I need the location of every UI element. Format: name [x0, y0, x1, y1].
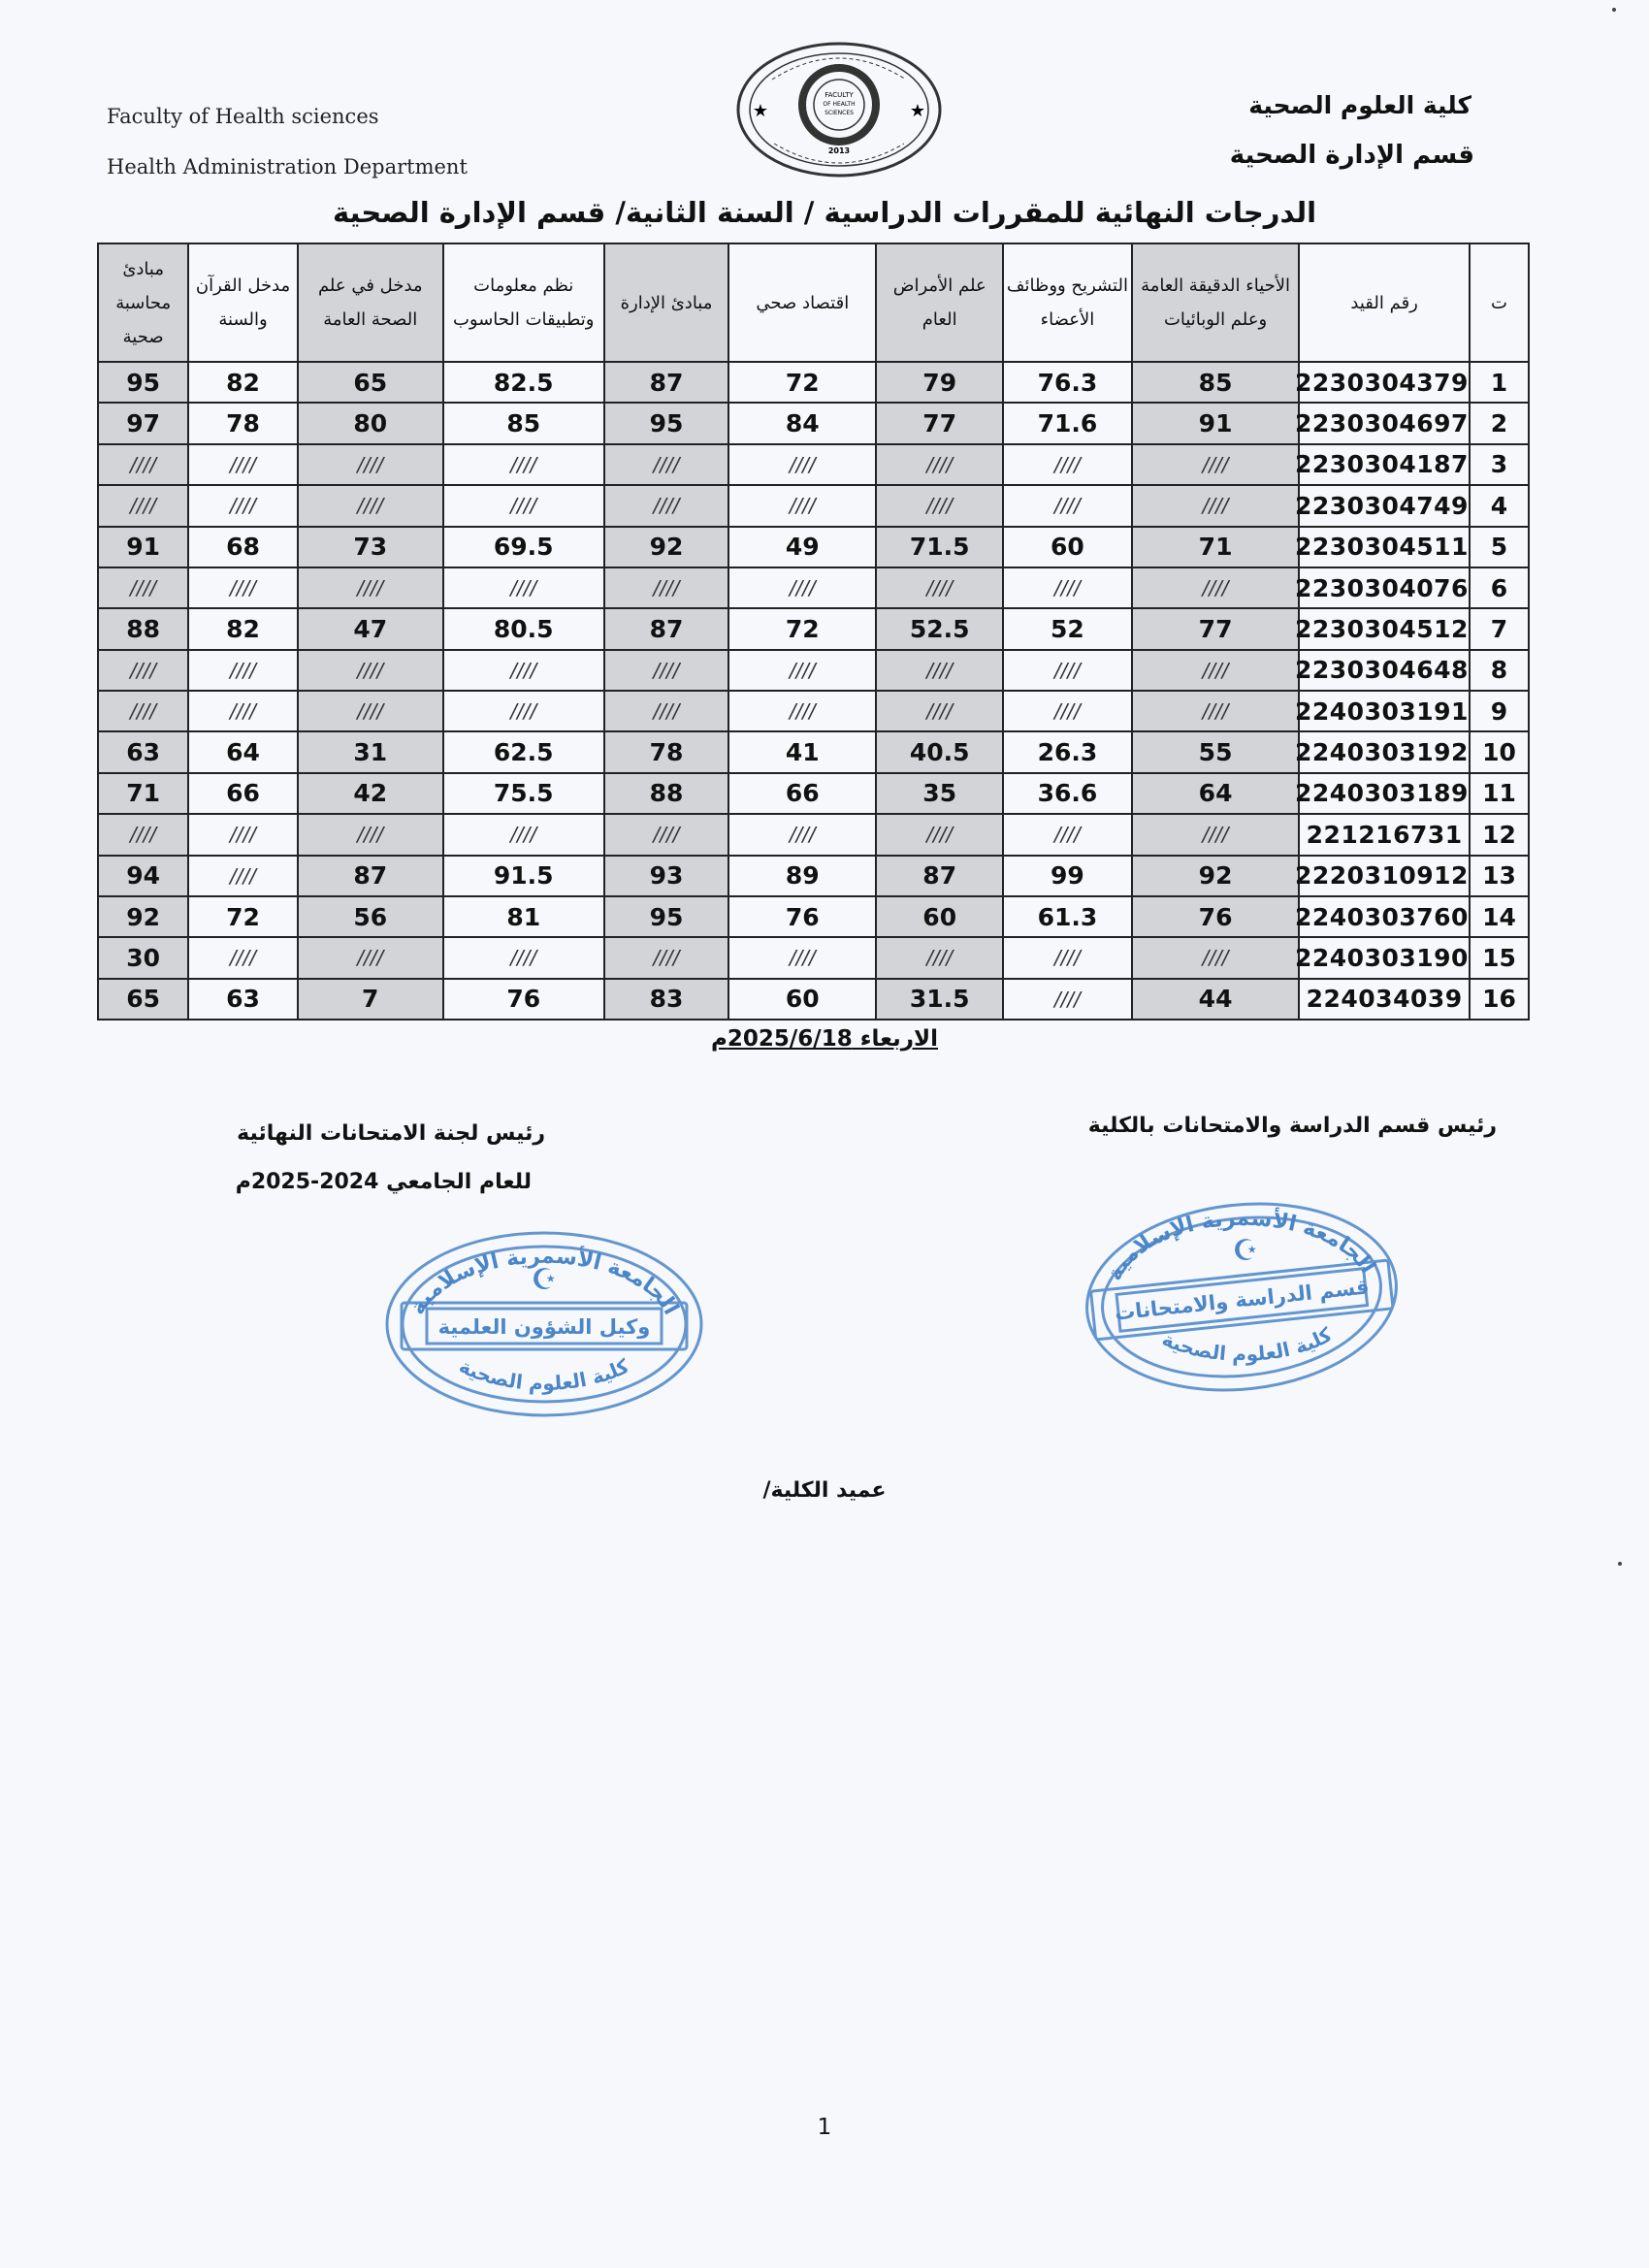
registration-number-cell: 2240303760 [1299, 896, 1470, 937]
grade-cell: //// [98, 814, 188, 855]
registration-number-cell: 224034039 [1299, 979, 1470, 1020]
grade-cell: 87 [876, 856, 1003, 896]
grade-cell: //// [443, 814, 604, 855]
grade-cell: 7 [298, 979, 443, 1020]
grade-cell: //// [98, 691, 188, 731]
registration-number-cell: 2230304512 [1299, 608, 1470, 649]
column-header-pathology: علم الأمراض العام [876, 243, 1003, 362]
row-index-cell: 1 [1470, 362, 1529, 403]
row-index-cell: 13 [1470, 856, 1529, 896]
document-title: الدرجات النهائية للمقررات الدراسية / السنة الثانية/ قسم الإدارة الصحية [332, 196, 1317, 229]
grade-cell: //// [443, 444, 604, 485]
grade-cell: //// [1003, 979, 1132, 1020]
grade-cell: //// [1003, 444, 1132, 485]
table-row [98, 773, 1529, 814]
date-line: الاربعاء 2025/6/18م [711, 1026, 938, 1052]
row-index-cell: 14 [1470, 896, 1529, 937]
grade-cell: 85 [443, 403, 604, 443]
registration-number-cell: 2220310912 [1299, 856, 1470, 896]
grade-cell: 69.5 [443, 527, 604, 567]
table-row [98, 362, 1529, 403]
registration-number-cell: 2230304511 [1299, 527, 1470, 567]
column-header-health-accounting: مبادئ محاسبة صحية [98, 243, 188, 362]
row-index-cell: 15 [1470, 937, 1529, 978]
row-index-cell: 4 [1470, 485, 1529, 526]
registration-number-cell: 2240303190 [1299, 937, 1470, 978]
registration-number-cell: 221216731 [1299, 814, 1470, 855]
grade-cell: 66 [728, 773, 876, 814]
grade-cell: 89 [728, 856, 876, 896]
grade-cell: //// [1132, 567, 1299, 608]
row-index-cell: 12 [1470, 814, 1529, 855]
row-index-cell: 2 [1470, 403, 1529, 443]
registration-number-cell: 2230304379 [1299, 362, 1470, 403]
grade-cell: //// [1003, 814, 1132, 855]
table-row [98, 485, 1529, 526]
grade-cell: //// [298, 444, 443, 485]
svg-text:OF HEALTH: OF HEALTH [823, 101, 856, 108]
grade-cell: 85 [1132, 362, 1299, 403]
grade-cell: 72 [728, 362, 876, 403]
stamp-right-center-text: قسم الدراسة والامتحانات [1114, 1275, 1371, 1325]
stamp-left-center-text: وكيل الشؤون العلمية [437, 1315, 651, 1339]
grade-cell: 63 [98, 731, 188, 772]
signature-title-committee-head: رئيس لجنة الامتحانات النهائية [237, 1121, 545, 1146]
stamp-right-top-text: الجامعة الأسمرية الإسلامية [1102, 1206, 1380, 1285]
stamp-left-bottom-text: كلية العلوم الصحية [455, 1353, 633, 1396]
grade-cell: //// [1003, 650, 1132, 691]
grade-cell: 99 [1003, 856, 1132, 896]
grade-cell: //// [1132, 814, 1299, 855]
grade-cell: 76 [728, 896, 876, 937]
grade-cell: 55 [1132, 731, 1299, 772]
grade-cell: 87 [604, 362, 729, 403]
registration-number-cell: 2230304749 [1299, 485, 1470, 526]
grade-cell: 47 [298, 608, 443, 649]
grade-cell: //// [188, 485, 297, 526]
table-row [98, 527, 1529, 567]
grade-cell: 31.5 [876, 979, 1003, 1020]
svg-text:★: ★ [909, 101, 926, 121]
grade-cell: 83 [604, 979, 729, 1020]
grade-cell: //// [188, 814, 297, 855]
grade-cell: 75.5 [443, 773, 604, 814]
grade-cell: //// [876, 814, 1003, 855]
registration-number-cell: 2230304187 [1299, 444, 1470, 485]
grade-cell: 79 [876, 362, 1003, 403]
grade-cell: //// [1132, 485, 1299, 526]
row-index-cell: 7 [1470, 608, 1529, 649]
grade-cell: 82 [188, 362, 297, 403]
grade-cell: //// [1003, 485, 1132, 526]
grade-cell: //// [443, 567, 604, 608]
grade-cell: //// [604, 485, 729, 526]
row-index-cell: 3 [1470, 444, 1529, 485]
grade-cell: 40.5 [876, 731, 1003, 772]
grade-cell: //// [443, 650, 604, 691]
grade-cell: //// [443, 485, 604, 526]
registration-number-cell: 2240303191 [1299, 691, 1470, 731]
faculty-name-arabic: كلية العلوم الصحية [1248, 91, 1471, 119]
grade-cell: 71.5 [876, 527, 1003, 567]
grade-cell: //// [876, 691, 1003, 731]
grade-cell: 72 [728, 608, 876, 649]
grade-cell: //// [298, 814, 443, 855]
grade-cell: 60 [876, 896, 1003, 937]
row-index-cell: 16 [1470, 979, 1529, 1020]
table-row [98, 896, 1529, 937]
svg-text:☪: ☪ [1232, 1234, 1259, 1268]
grade-cell: //// [876, 567, 1003, 608]
svg-text:★: ★ [752, 101, 769, 121]
grade-cell: 49 [728, 527, 876, 567]
grade-cell: //// [1003, 567, 1132, 608]
grade-cell: 91 [98, 527, 188, 567]
scientific-affairs-stamp [380, 1227, 708, 1421]
svg-text:كلية العلوم الصحية [456, 1354, 633, 1395]
faculty-name-english: Faculty of Health sciences [107, 105, 379, 128]
column-header-health-economics: اقتصاد صحي [728, 243, 876, 362]
grade-cell: //// [188, 567, 297, 608]
grade-cell: 87 [604, 608, 729, 649]
grade-cell: 80.5 [443, 608, 604, 649]
grade-cell: //// [604, 444, 729, 485]
table-row [98, 979, 1529, 1020]
grade-cell: //// [298, 485, 443, 526]
grade-cell: //// [876, 485, 1003, 526]
grade-cell: 64 [1132, 773, 1299, 814]
table-row [98, 608, 1529, 649]
grade-cell: 81 [443, 896, 604, 937]
grade-cell: //// [298, 567, 443, 608]
grade-cell: 97 [98, 403, 188, 443]
grade-cell: 77 [876, 403, 1003, 443]
grade-cell: //// [728, 485, 876, 526]
grade-cell: //// [98, 485, 188, 526]
grade-cell: 84 [728, 403, 876, 443]
grade-cell: 92 [98, 896, 188, 937]
grade-cell: //// [876, 444, 1003, 485]
stamp-left-top-text: الجامعة الأسمرية الإسلامية [405, 1244, 684, 1319]
grade-cell: //// [604, 650, 729, 691]
signature-title-studies-head: رئيس قسم الدراسة والامتحانات بالكلية [1087, 1114, 1497, 1138]
grade-cell: //// [1003, 937, 1132, 978]
faculty-logo [735, 41, 943, 178]
grade-cell: //// [298, 691, 443, 731]
grade-cell: 93 [604, 856, 729, 896]
table-row [98, 731, 1529, 772]
grade-cell: //// [728, 444, 876, 485]
grade-cell: 68 [188, 527, 297, 567]
page-number: 1 [817, 2115, 832, 2140]
table-row [98, 650, 1529, 691]
svg-text:FACULTY: FACULTY [824, 91, 854, 99]
grade-cell: 66 [188, 773, 297, 814]
grade-cell: 63 [188, 979, 297, 1020]
grade-cell: //// [604, 567, 729, 608]
table-row [98, 444, 1529, 485]
grade-cell: 91.5 [443, 856, 604, 896]
svg-text:2013: 2013 [827, 146, 851, 155]
grade-cell: //// [1003, 691, 1132, 731]
grade-cell: 95 [98, 362, 188, 403]
dean-signature-label: عميد الكلية/ [762, 1478, 887, 1503]
column-header-registration-number: رقم القيد [1299, 243, 1470, 362]
grade-cell: //// [876, 650, 1003, 691]
grade-cell: 95 [604, 403, 729, 443]
table-row [98, 567, 1529, 608]
grade-cell: 60 [1003, 527, 1132, 567]
stamp-right-bottom-text: كلية العلوم الصحية [1158, 1322, 1337, 1366]
grade-cell: 52 [1003, 608, 1132, 649]
grade-cell: 60 [728, 979, 876, 1020]
grade-cell: 91 [1132, 403, 1299, 443]
grade-cell: 65 [98, 979, 188, 1020]
grade-cell: //// [1132, 650, 1299, 691]
grade-cell: 95 [604, 896, 729, 937]
grade-cell: //// [1132, 691, 1299, 731]
grade-cell: //// [728, 937, 876, 978]
column-header-information-systems: نظم معلومات وتطبيقات الحاسوب [443, 243, 604, 362]
grade-cell: //// [188, 691, 297, 731]
grade-cell: //// [298, 937, 443, 978]
grade-cell: 42 [298, 773, 443, 814]
table-row [98, 856, 1529, 896]
grade-cell: //// [298, 650, 443, 691]
grade-cell: //// [604, 691, 729, 731]
studies-exams-stamp [1079, 1198, 1405, 1397]
grade-cell: 71 [1132, 527, 1299, 567]
column-header-microbiology: الأحياء الدقيقة العامة وعلم الوبائيات [1132, 243, 1299, 362]
grade-cell: //// [443, 937, 604, 978]
grade-cell: 76 [1132, 896, 1299, 937]
grade-cell: 77 [1132, 608, 1299, 649]
grade-cell: 71 [98, 773, 188, 814]
grade-cell: //// [728, 691, 876, 731]
row-index-cell: 6 [1470, 567, 1529, 608]
grade-cell: 80 [298, 403, 443, 443]
registration-number-cell: 2230304076 [1299, 567, 1470, 608]
row-index-cell: 5 [1470, 527, 1529, 567]
grade-cell: 52.5 [876, 608, 1003, 649]
table-row [98, 691, 1529, 731]
grade-cell: 30 [98, 937, 188, 978]
grade-cell: //// [728, 567, 876, 608]
grade-cell: 78 [188, 403, 297, 443]
grade-cell: //// [98, 650, 188, 691]
grade-cell: 35 [876, 773, 1003, 814]
row-index-cell: 9 [1470, 691, 1529, 731]
grade-cell: //// [728, 814, 876, 855]
column-header-quran-sunnah: مدخل القرآن والسنة [188, 243, 297, 362]
registration-number-cell: 2230304648 [1299, 650, 1470, 691]
grade-cell: //// [98, 567, 188, 608]
grade-cell: 41 [728, 731, 876, 772]
grade-cell: //// [604, 937, 729, 978]
grade-cell: 87 [298, 856, 443, 896]
table-row [98, 403, 1529, 443]
svg-text:☪: ☪ [531, 1263, 558, 1297]
department-name-english: Health Administration Department [107, 155, 468, 178]
grade-cell: 72 [188, 896, 297, 937]
column-header-anatomy: التشريح ووظائف الأعضاء [1003, 243, 1132, 362]
grade-cell: 71.6 [1003, 403, 1132, 443]
grade-cell: //// [443, 691, 604, 731]
grade-cell: //// [604, 814, 729, 855]
grade-cell: 78 [604, 731, 729, 772]
column-header-public-health: مدخل في علم الصحة العامة [298, 243, 443, 362]
table-row [98, 937, 1529, 978]
grade-cell: //// [188, 856, 297, 896]
grade-cell: 61.3 [1003, 896, 1132, 937]
scan-mark [1612, 8, 1616, 12]
grade-cell: //// [188, 650, 297, 691]
registration-number-cell: 2240303192 [1299, 731, 1470, 772]
table-row [98, 814, 1529, 855]
column-header-index: ت [1470, 243, 1529, 362]
row-index-cell: 11 [1470, 773, 1529, 814]
grade-cell: 76 [443, 979, 604, 1020]
grade-cell: 94 [98, 856, 188, 896]
column-header-management-principles: مبادئ الإدارة [604, 243, 729, 362]
row-index-cell: 10 [1470, 731, 1529, 772]
grade-cell: 31 [298, 731, 443, 772]
grade-cell: 65 [298, 362, 443, 403]
grade-cell: 82.5 [443, 362, 604, 403]
signature-academic-year: للعام الجامعي 2024-2025م [235, 1170, 532, 1194]
grade-cell: 82 [188, 608, 297, 649]
svg-text:SCIENCES: SCIENCES [824, 110, 854, 116]
row-index-cell: 8 [1470, 650, 1529, 691]
grade-cell: 56 [298, 896, 443, 937]
grade-cell: 76.3 [1003, 362, 1132, 403]
grade-cell: 88 [604, 773, 729, 814]
table-header-row [98, 243, 1529, 362]
grade-cell: //// [728, 650, 876, 691]
grade-cell: //// [876, 937, 1003, 978]
grade-cell: 88 [98, 608, 188, 649]
grade-cell: 36.6 [1003, 773, 1132, 814]
grades-table [97, 243, 1530, 1021]
grade-cell: 44 [1132, 979, 1299, 1020]
grade-cell: 62.5 [443, 731, 604, 772]
grade-cell: //// [188, 937, 297, 978]
grade-cell: 26.3 [1003, 731, 1132, 772]
grade-cell: 92 [604, 527, 729, 567]
registration-number-cell: 2230304697 [1299, 403, 1470, 443]
grade-cell: //// [1132, 937, 1299, 978]
scan-mark [1618, 1562, 1622, 1566]
grade-cell: //// [188, 444, 297, 485]
department-name-arabic: قسم الإدارة الصحية [1229, 141, 1474, 170]
grade-cell: //// [1132, 444, 1299, 485]
grade-cell: //// [98, 444, 188, 485]
registration-number-cell: 2240303189 [1299, 773, 1470, 814]
grade-cell: 73 [298, 527, 443, 567]
grade-cell: 92 [1132, 856, 1299, 896]
grade-cell: 64 [188, 731, 297, 772]
